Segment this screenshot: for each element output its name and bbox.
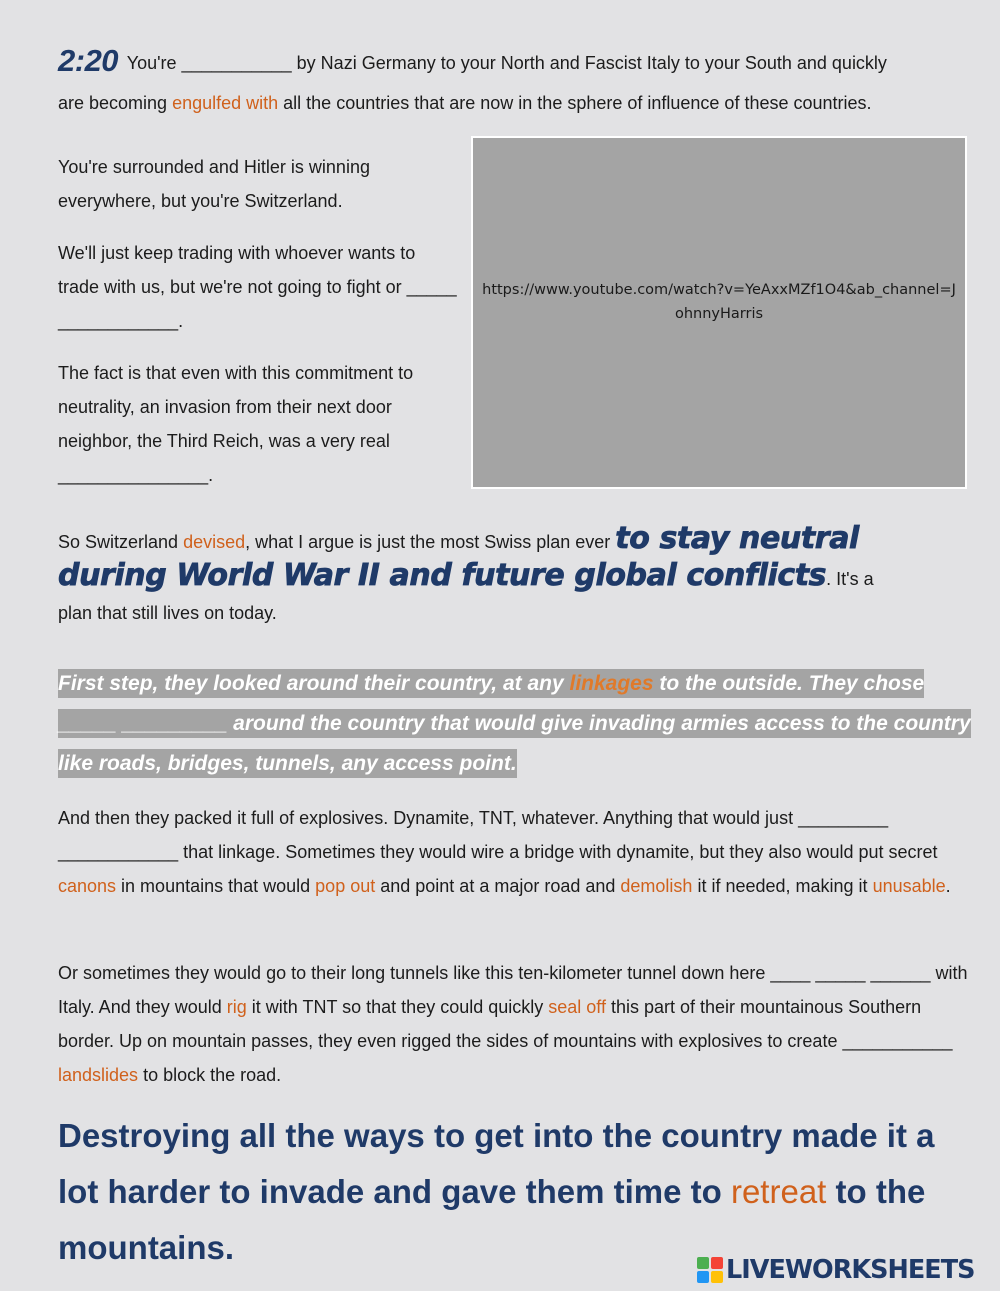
explosives-text-5: . <box>945 876 951 896</box>
vocab-landslides: landslides <box>58 1065 139 1085</box>
intro-paragraph <box>58 44 973 120</box>
vocab-demolish: demolish <box>620 876 693 896</box>
video-embed[interactable] <box>471 136 967 489</box>
explosives-text-3: and point at a major road and <box>375 876 621 896</box>
closing-heading <box>58 1108 968 1276</box>
tunnels-paragraph <box>58 956 973 1092</box>
vocab-canons: canons <box>58 876 117 896</box>
tunnels-text-4: to block the road. <box>138 1065 282 1085</box>
plan-text-3: . It's a <box>826 569 874 589</box>
vocab-pop-out: pop out <box>315 876 376 896</box>
intro-text-1: You're ___________ by Nazi Germany to your North and Fascist Italy to your South and quickly <box>126 53 887 73</box>
step-text-1: First step, they looked around their country, at any <box>58 672 570 695</box>
video-url[interactable]: https://www.youtube.com/watch?v=YeAxxMZf1O4&ab_channel=JohnnyHarris <box>482 281 956 322</box>
tunnels-text-1: Or sometimes they would go to their long tunnels like this ten-kilometer tunnel down here ____ _____ ______ with Italy. And they would <box>58 963 968 1017</box>
step-text-2: to the outside. They chose _____ _________ around the country that would give invading armies access to the country like roads, bridges, tunnels, any access point. <box>58 672 971 775</box>
closing-text-2: to the mountains. <box>58 1173 926 1266</box>
explosives-paragraph <box>58 801 973 903</box>
explosives-text-1: And then they packed it full of explosives. Dynamite, TNT, whatever. Anything that would just _________ ____________ that linkage. Sometimes they would wire a bridge with dynamite, but they also would put secret <box>58 808 938 862</box>
timestamp: 2:20 <box>58 43 119 78</box>
explosives-text-2: in mountains that would <box>116 876 316 896</box>
highlighted-text <box>58 669 971 778</box>
vocab-linkages: linkages <box>569 672 654 695</box>
plan-emphasis: to stay neutral during World War II and future global conflicts <box>58 521 859 593</box>
plan-paragraph <box>58 522 973 626</box>
paragraph-trading: We'll just keep trading with whoever wants to trade with us, but we're not going to fight or _____ ____________. <box>58 243 457 331</box>
first-step-highlight <box>58 664 973 784</box>
liveworksheets-logo[interactable] <box>697 1252 980 1288</box>
closing-text-1: Destroying all the ways to get into the country made it a lot harder to invade and gave them time to <box>58 1117 935 1210</box>
vocab-rig: rig <box>226 997 247 1017</box>
liveworksheets-mark-icon <box>697 1257 723 1283</box>
vocab-seal-off: seal off <box>548 997 606 1017</box>
vocab-devised: devised <box>183 532 246 552</box>
plan-text-2: , what I argue is just the most Swiss plan ever <box>245 532 616 552</box>
tunnels-text-2: it with TNT so that they could quickly <box>246 997 549 1017</box>
paragraph-surrounded: You're surrounded and Hitler is winning everywhere, but you're Switzerland. <box>58 157 370 211</box>
vocab-retreat: retreat <box>730 1173 827 1210</box>
liveworksheets-text: LIVEWORKSHEETS <box>726 1255 975 1285</box>
paragraph-invasion: The fact is that even with this commitment to neutrality, an invasion from their next door neighbor, the Third Reich, was a very real _______________. <box>58 363 414 485</box>
intro-text-3: all the countries that are now in the sphere of influence of these countries. <box>278 93 872 113</box>
plan-text-4: plan that still lives on today. <box>58 603 277 623</box>
vocab-engulfed-with: engulfed with <box>172 93 279 113</box>
intro-text-2: are becoming <box>58 93 173 113</box>
intro-line-2 <box>58 86 973 120</box>
explosives-text-4: it if needed, making it <box>692 876 873 896</box>
left-column <box>58 150 458 510</box>
vocab-unusable: unusable <box>872 876 946 896</box>
plan-text-1: So Switzerland <box>58 532 184 552</box>
tunnels-text-3: this part of their mountainous Southern border. Up on mountain passes, they even rigged the sides of mountains with explosives to create ___________ <box>58 997 953 1051</box>
